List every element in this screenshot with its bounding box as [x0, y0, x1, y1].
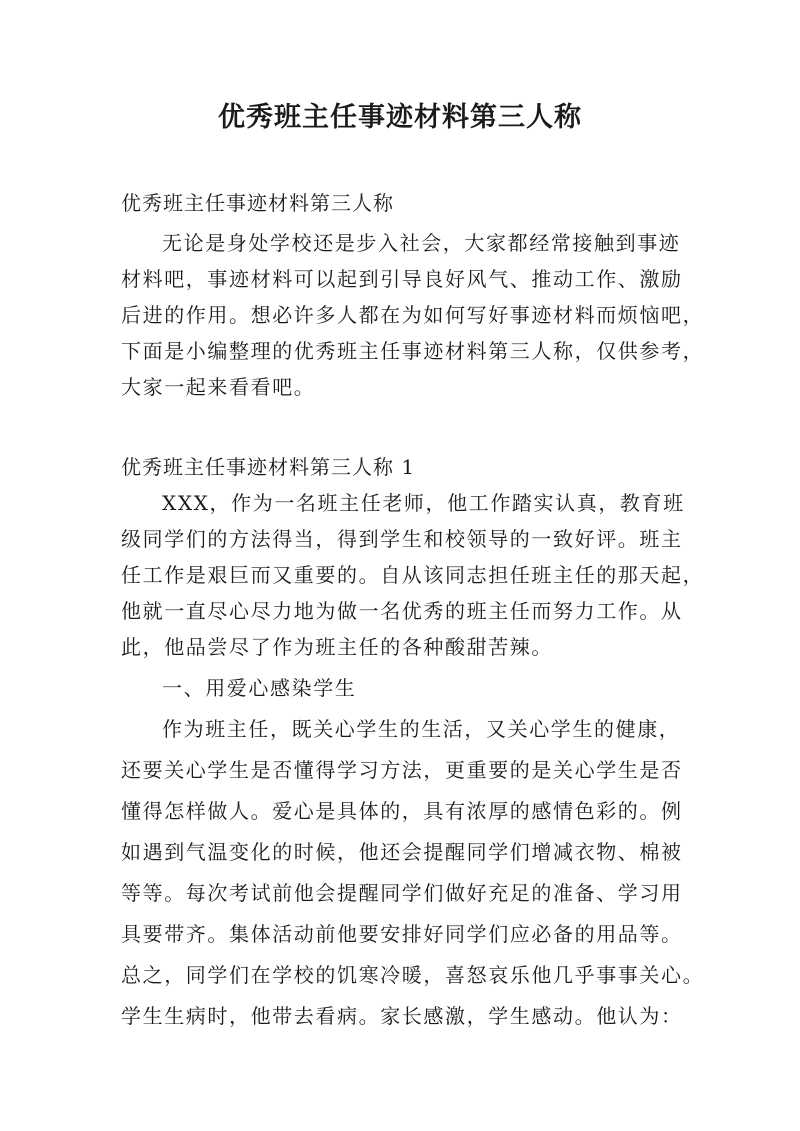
paragraph-line: 他就一直尽心尽力地为做一名优秀的班主任而努力工作。从 — [121, 599, 683, 623]
intro-line: 后进的作用。想必许多人都在为如何写好事迹材料而烦恼吧， — [121, 303, 705, 327]
intro-line: 材料吧，事迹材料可以起到引导良好风气、推动工作、激励 — [121, 267, 683, 291]
paragraph-line: 如遇到气温变化的时候，他还会提醒同学们增减衣物、棉被 — [121, 840, 683, 864]
paragraph-line: 学生生病时，他带去看病。家长感激，学生感动。他认为： — [121, 1004, 683, 1028]
document-subtitle: 优秀班主任事迹材料第三人称 — [121, 191, 394, 215]
paragraph-line: 懂得怎样做人。爱心是具体的，具有浓厚的感情色彩的。例 — [121, 799, 683, 823]
intro-line: 下面是小编整理的优秀班主任事迹材料第三人称，仅供参考， — [121, 339, 705, 363]
section-heading: 优秀班主任事迹材料第三人称 1 — [121, 455, 416, 479]
paragraph-line: 还要关心学生是否懂得学习方法，更重要的是关心学生是否 — [121, 758, 683, 782]
paragraph-line: 具要带齐。集体活动前他要安排好同学们应必备的用品等。 — [121, 922, 683, 946]
paragraph-line: XXX，作为一名班主任老师，他工作踏实认真，教育班 — [162, 491, 685, 515]
paragraph-line: 级同学们的方法得当，得到学生和校领导的一致好评。班主 — [121, 527, 683, 551]
paragraph-line: 总之，同学们在学校的饥寒冷暖，喜怒哀乐他几乎事事关心。 — [121, 963, 705, 987]
document-title: 优秀班主任事迹材料第三人称 — [218, 102, 582, 133]
paragraph-line: 等等。每次考试前他会提醒同学们做好充足的准备、学习用 — [121, 881, 683, 905]
paragraph-line: 任工作是艰巨而又重要的。自从该同志担任班主任的那天起， — [121, 563, 705, 587]
intro-line: 无论是身处学校还是步入社会，大家都经常接触到事迹 — [162, 231, 681, 255]
subsection-heading: 一、用爱心感染学生 — [162, 676, 357, 700]
paragraph-line: 此，他品尝尽了作为班主任的各种酸甜苦辣。 — [121, 635, 553, 659]
paragraph-line: 作为班主任，既关心学生的生活，又关心学生的健康， — [162, 717, 681, 741]
intro-line: 大家一起来看看吧。 — [121, 375, 316, 399]
